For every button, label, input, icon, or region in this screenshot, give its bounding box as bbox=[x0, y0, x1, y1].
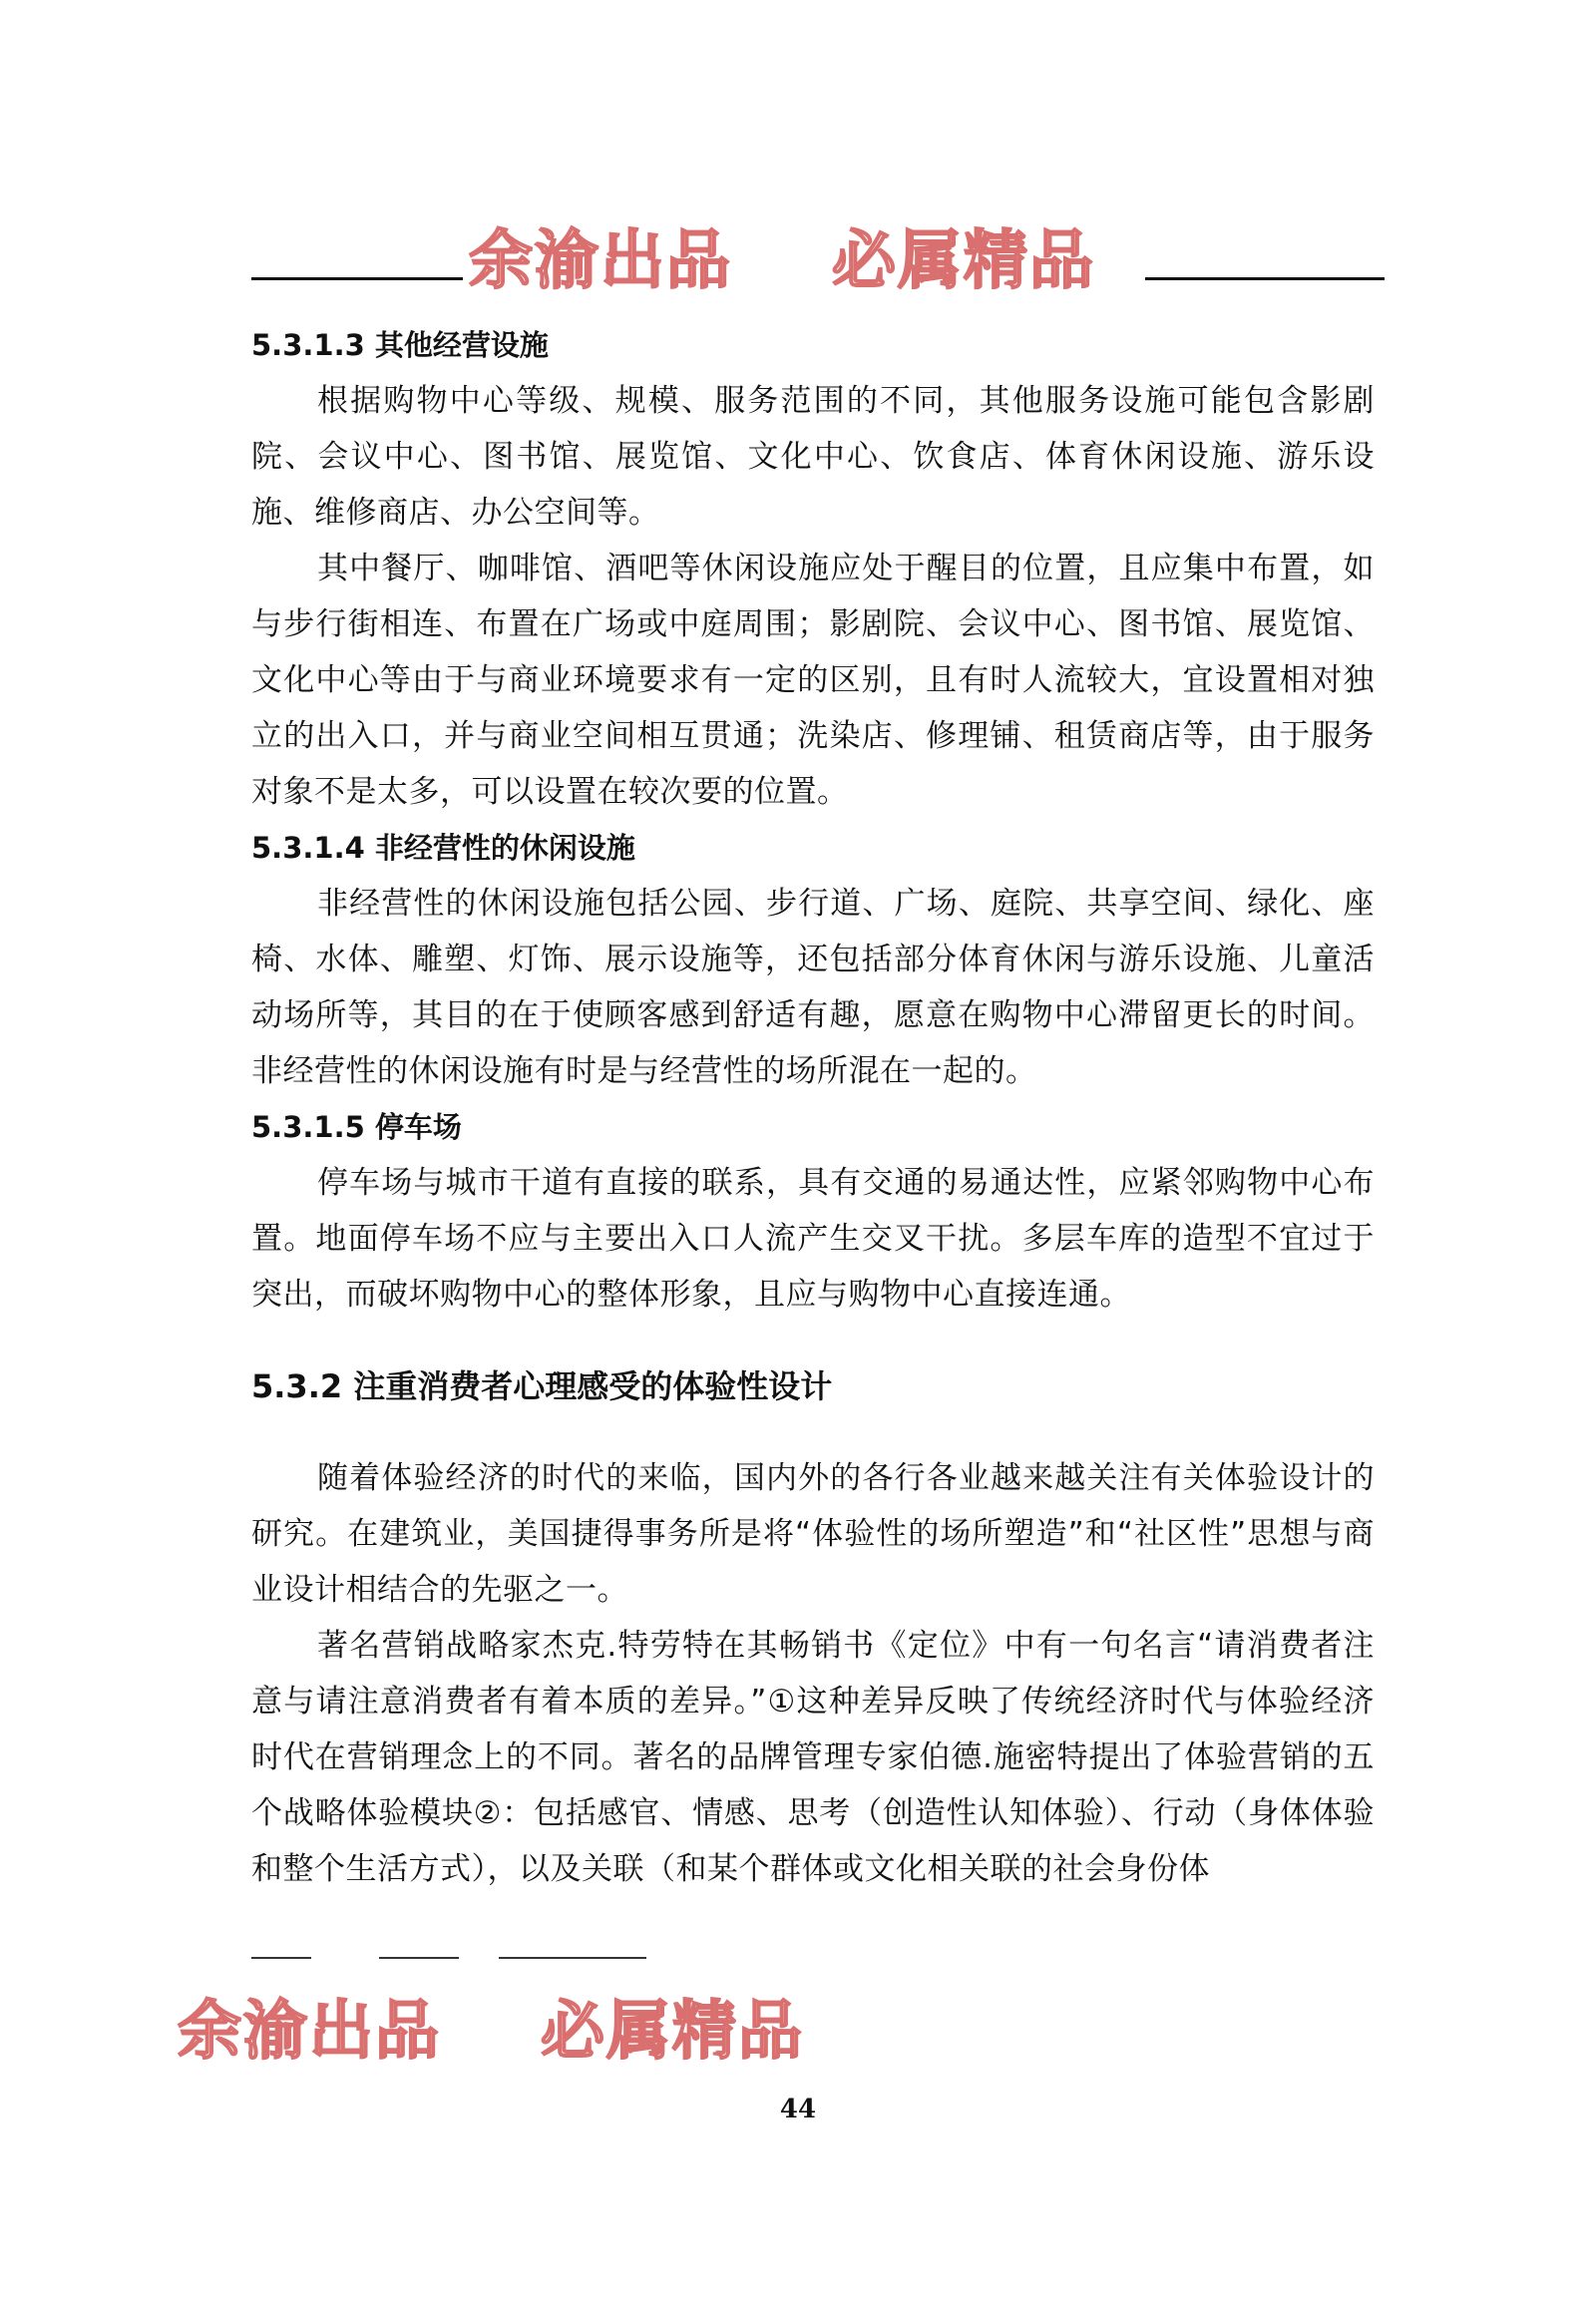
section-5-3-1-5 bbox=[251, 1099, 1375, 1323]
watermark-bottom bbox=[178, 1980, 804, 2072]
watermark-text-2: 必属精品 bbox=[832, 223, 1095, 298]
page-body bbox=[251, 317, 1375, 1897]
section-heading: 5.3.1.5 停车场 bbox=[251, 1110, 462, 1144]
watermark-text-1: 余渝出品 bbox=[469, 223, 732, 298]
footnote-rule bbox=[499, 1957, 646, 1959]
paragraph: 著名营销战略家杰克.特劳特在其畅销书《定位》中有一句名言“请消费者注意与请注意消费者有着本质的差异。”①这种差异反映了传统经济时代与体验经济时代在营销理念上的不同。著名的品牌管理专家伯德.施密特提出了体验营销的五个战略体验模块②：包括感官、情感、思考（创造性认知体验）、行动（身体体验和整个生活方式），以及关联（和某个群体或文化相关联的社会身份体 bbox=[251, 1628, 1375, 1887]
footnote-rule bbox=[379, 1957, 459, 1959]
paragraph: 非经营性的休闲设施包括公园、步行道、广场、庭院、共享空间、绿化、座椅、水体、雕塑、灯饰、展示设施等，还包括部分体育休闲与游乐设施、儿童活动场所等，其目的在于使顾客感到舒适有趣，愿意在购物中心滞留更长的时间。非经营性的休闲设施有时是与经营性的场所混在一起的。 bbox=[251, 886, 1375, 1089]
header-rule-right bbox=[1145, 277, 1385, 280]
section-5-3-1-3 bbox=[251, 317, 1375, 820]
header-rule-left bbox=[251, 277, 463, 280]
footnote-rule bbox=[251, 1957, 311, 1959]
section-heading: 5.3.1.4 非经营性的休闲设施 bbox=[251, 831, 635, 865]
paragraph: 根据购物中心等级、规模、服务范围的不同，其他服务设施可能包含影剧院、会议中心、图书馆、展览馆、文化中心、饮食店、体育休闲设施、游乐设施、维修商店、办公空间等。 bbox=[251, 383, 1375, 531]
paragraph: 其中餐厅、咖啡馆、酒吧等休闲设施应处于醒目的位置，且应集中布置，如与步行街相连、布置在广场或中庭周围；影剧院、会议中心、图书馆、展览馆、文化中心等由于与商业环境要求有一定的区别，且有时人流较大，宜设置相对独立的出入口，并与商业空间相互贯通；洗染店、修理铺、租赁商店等，由于服务对象不是太多，可以设置在较次要的位置。 bbox=[251, 551, 1375, 810]
section-5-3-1-4 bbox=[251, 820, 1375, 1099]
watermark-text-2: 必属精品 bbox=[541, 1994, 804, 2069]
section-5-3-2 bbox=[251, 1358, 1375, 1897]
section-heading: 5.3.1.3 其他经营设施 bbox=[251, 328, 549, 362]
section-heading: 5.3.2 注重消费者心理感受的体验性设计 bbox=[251, 1367, 833, 1405]
watermark-text-1: 余渝出品 bbox=[178, 1994, 441, 2069]
paragraph: 停车场与城市干道有直接的联系，具有交通的易通达性，应紧邻购物中心布置。地面停车场不应与主要出入口人流产生交叉干扰。多层车库的造型不宜过于突出，而破坏购物中心的整体形象，且应与购物中心直接连通。 bbox=[251, 1165, 1375, 1313]
paragraph: 随着体验经济的时代的来临，国内外的各行各业越来越关注有关体验设计的研究。在建筑业，美国捷得事务所是将“体验性的场所塑造”和“社区性”思想与商业设计相结合的先驱之一。 bbox=[251, 1460, 1375, 1608]
watermark-top bbox=[469, 209, 1095, 301]
page-number: 44 bbox=[779, 2095, 817, 2124]
